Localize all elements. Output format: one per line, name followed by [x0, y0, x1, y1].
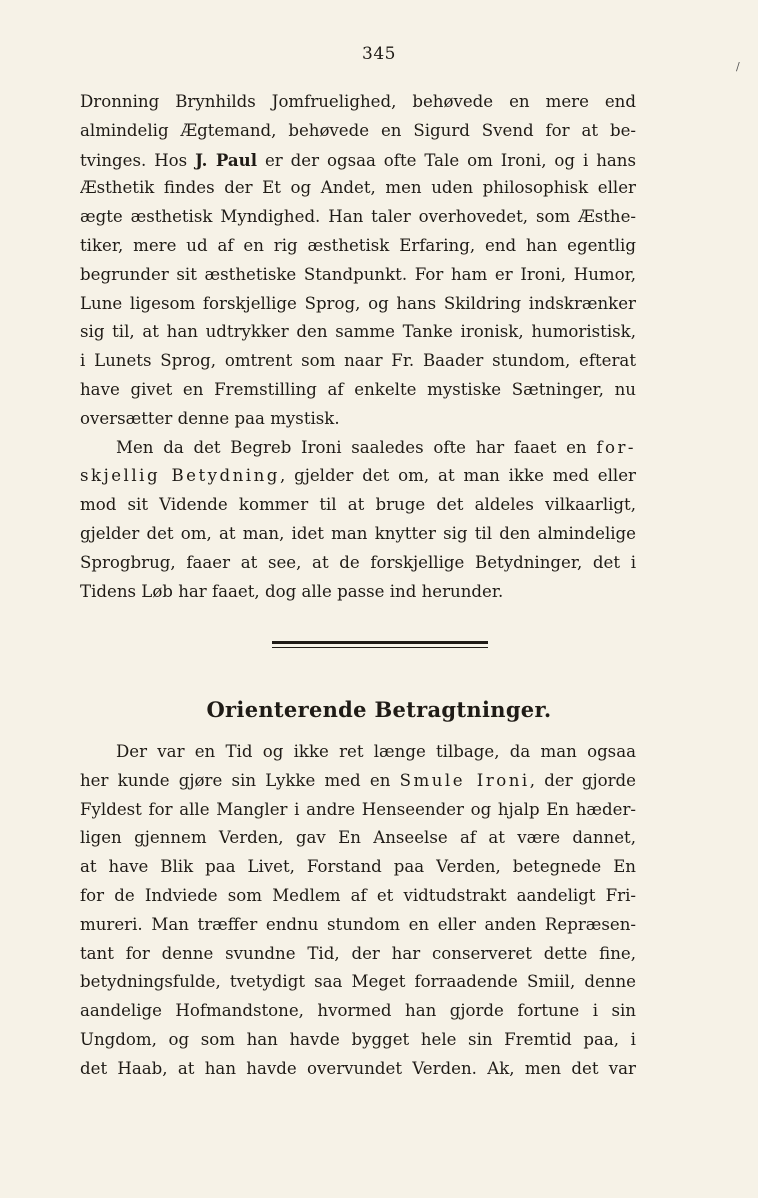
spaced-emphasis: for- — [596, 437, 636, 457]
text-run: Men da det Begreb Ironi saaledes ofte har faaet en — [116, 437, 597, 457]
spaced-emphasis: Smule Ironi — [399, 770, 530, 790]
paragraph-block-2 — [80, 738, 636, 1084]
text-line: have givet en Fremstilling af enkelte mystiske Sætninger, nu — [80, 379, 636, 399]
text-line: at have Blik paa Livet, Forstand paa Verden, betegnede En — [80, 857, 636, 877]
text-line: Lune ligesom forskjellige Sprog, og hans Skildring indskrænker — [80, 293, 636, 313]
text-run: er der ogsaa ofte Tale om Ironi, og i hans — [257, 150, 636, 170]
divider-thin-line — [272, 647, 488, 648]
spaced-emphasis: skjellig Betydning — [80, 466, 280, 486]
text-run: , der gjorde — [529, 770, 636, 790]
margin-mark: / — [736, 60, 740, 73]
text-line: tant for denne svundne Tid, der har conserveret dette fine, — [80, 943, 636, 963]
text-line — [80, 146, 636, 175]
text-line: det Haab, at han havde overvundet Verden. Ak, men det var — [80, 1058, 636, 1078]
text-line: Fyldest for alle Mangler i andre Henseender og hjalp En hæder- — [80, 799, 636, 819]
text-line: Æsthetik findes der Et og Andet, men uden philosophisk eller — [80, 178, 636, 198]
text-run: tvinges. Hos — [80, 150, 196, 170]
author-name: J. Paul — [195, 149, 258, 170]
text-run: , gjelder det om, at man ikke med eller — [279, 466, 636, 486]
text-line — [80, 434, 636, 463]
text-line: sig til, at han udtrykker den samme Tanke ironisk, humoristisk, — [80, 322, 636, 342]
text-line: almindelig Ægtemand, behøvede en Sigurd Svend for at be- — [80, 120, 636, 140]
text-line: Tidens Løb har faaet, dog alle passe ind herunder. — [80, 581, 504, 601]
text-line: mureri. Man træffer endnu stundom en eller anden Repræsen- — [80, 914, 636, 934]
text-line: Der var en Tid og ikke ret længe tilbage, da man ogsaa — [116, 742, 636, 761]
divider-thick-line — [272, 641, 488, 644]
text-line: ægte æsthetisk Myndighed. Han taler overhovedet, som Æsthe- — [80, 207, 636, 227]
text-line: begrunder sit æsthetiske Standpunkt. For ham er Ironi, Humor, — [80, 264, 636, 284]
text-line: for de Indviede som Medlem af et vidtudstrakt aandeligt Fri- — [80, 885, 636, 905]
text-line: Sprogbrug, faaer at see, at de forskjellige Betydninger, det i — [80, 552, 636, 572]
section-heading: Orienterende Betragtninger. — [206, 697, 552, 722]
text-run: her kunde gjøre sin Lykke med en — [80, 770, 400, 790]
text-line: oversætter denne paa mystisk. — [80, 408, 340, 428]
text-line — [80, 767, 636, 796]
text-line: gjelder det om, at man, idet man knytter sig til den almindelige — [80, 523, 636, 543]
text-line: ligen gjennem Verden, gav En Anseelse af at være dannet, — [80, 828, 636, 848]
page-number: 345 — [362, 44, 396, 64]
section-divider — [272, 641, 488, 648]
text-line: Ungdom, og som han havde bygget hele sin Fremtid paa, i — [80, 1029, 636, 1049]
text-line — [80, 462, 636, 491]
text-line: betydningsfulde, tvetydigt saa Meget forraadende Smiil, denne — [80, 972, 636, 992]
text-line: Dronning Brynhilds Jomfruelighed, behøvede en mere end — [80, 92, 636, 111]
text-line: aandelige Hofmandstone, hvormed han gjorde fortune i sin — [80, 1001, 636, 1021]
text-line: tiker, mere ud af en rig æsthetisk Erfaring, end han egentlig — [80, 235, 636, 255]
text-line: i Lunets Sprog, omtrent som naar Fr. Baader stundom, efterat — [80, 351, 636, 371]
paragraph-block-1 — [80, 88, 636, 606]
text-line: mod sit Vidende kommer til at bruge det aldeles vilkaarligt, — [80, 495, 636, 515]
